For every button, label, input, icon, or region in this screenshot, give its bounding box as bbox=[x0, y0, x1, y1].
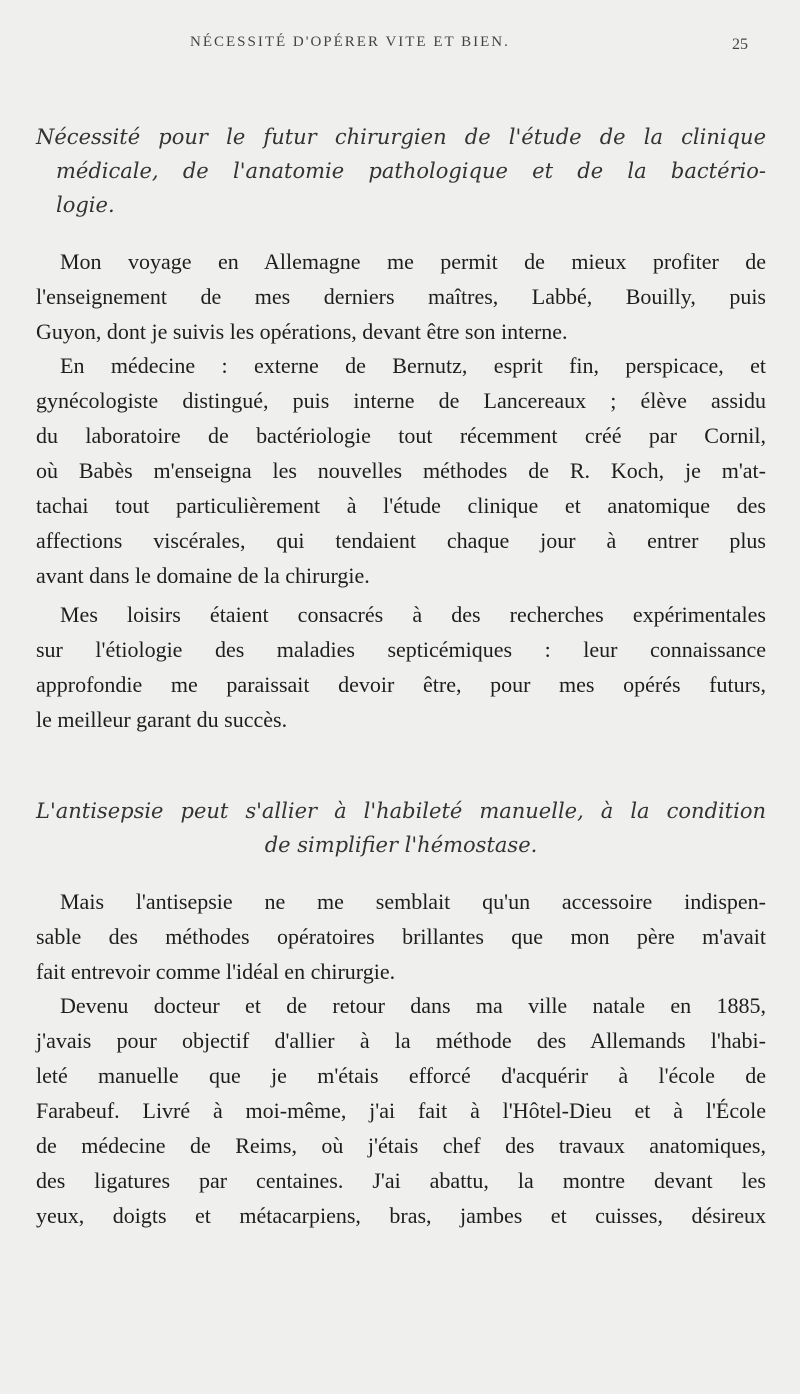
text-line: avant dans le domaine de la chirurgie. bbox=[36, 563, 370, 588]
text-line: de médecine de Reims, où j'étais chef des travaux anatomiques, bbox=[36, 1133, 766, 1158]
paragraph-2 bbox=[36, 348, 766, 593]
text-line: l'enseignement de mes derniers maîtres, Labbé, Bouilly, puis bbox=[36, 284, 766, 309]
running-title: NÉCESSITÉ D'OPÉRER VITE ET BIEN. bbox=[190, 34, 510, 50]
page-number: 25 bbox=[732, 36, 748, 53]
paragraph-3 bbox=[36, 597, 766, 737]
text-line: le meilleur garant du succès. bbox=[36, 707, 288, 732]
text-line: sable des méthodes opératoires brillantes que mon père m'avait bbox=[36, 924, 766, 949]
text-line: où Babès m'enseigna les nouvelles méthodes de R. Koch, je m'at- bbox=[36, 458, 766, 483]
paragraph-4 bbox=[36, 884, 766, 989]
text-line: Mon voyage en Allemagne me permit de mieux profiter de bbox=[60, 249, 766, 274]
text-line: approfondie me paraissait devoir être, pour mes opérés futurs, bbox=[36, 672, 766, 697]
heading-line: médicale, de l'anatomie pathologique et de la bactério- bbox=[56, 159, 766, 183]
text-line: Devenu docteur et de retour dans ma ville natale en 1885, bbox=[60, 993, 766, 1018]
paragraph-1 bbox=[36, 244, 766, 349]
text-line: j'avais pour objectif d'allier à la méthode des Allemands l'habi- bbox=[36, 1028, 766, 1053]
text-line: Guyon, dont je suivis les opérations, devant être son interne. bbox=[36, 319, 568, 344]
text-line: du laboratoire de bactériologie tout récemment créé par Cornil, bbox=[36, 423, 766, 448]
text-line: fait entrevoir comme l'idéal en chirurgie. bbox=[36, 959, 396, 984]
text-line: yeux, doigts et métacarpiens, bras, jambes et cuisses, désireux bbox=[36, 1203, 766, 1228]
text-line: affections viscérales, qui tendaient chaque jour à entrer plus bbox=[36, 528, 766, 553]
section-heading-2 bbox=[36, 794, 766, 862]
heading-line: Nécessité pour le futur chirurgien de l'étude de la clinique bbox=[36, 125, 766, 149]
text-line: gynécologiste distingué, puis interne de Lancereaux ; élève assidu bbox=[36, 388, 766, 413]
paragraph-5 bbox=[36, 988, 766, 1233]
text-line: En médecine : externe de Bernutz, esprit fin, perspicace, et bbox=[60, 353, 766, 378]
text-line: tachai tout particulièrement à l'étude clinique et anatomique des bbox=[36, 493, 766, 518]
text-line: Farabeuf. Livré à moi-même, j'ai fait à l'Hôtel-Dieu et à l'École bbox=[36, 1098, 766, 1123]
heading-line: de simplifier l'hémostase. bbox=[264, 833, 538, 857]
section-heading-1 bbox=[36, 120, 766, 222]
text-line: leté manuelle que je m'étais efforcé d'acquérir à l'école de bbox=[36, 1063, 766, 1088]
text-line: Mes loisirs étaient consacrés à des recherches expérimentales bbox=[60, 602, 766, 627]
text-line: sur l'étiologie des maladies septicémiques : leur connaissance bbox=[36, 637, 766, 662]
heading-line: logie. bbox=[56, 193, 115, 217]
text-line: Mais l'antisepsie ne me semblait qu'un accessoire indispen- bbox=[60, 889, 766, 914]
text-line: des ligatures par centaines. J'ai abattu, la montre devant les bbox=[36, 1168, 766, 1193]
heading-line: L'antisepsie peut s'allier à l'habileté manuelle, à la condition bbox=[36, 799, 766, 823]
